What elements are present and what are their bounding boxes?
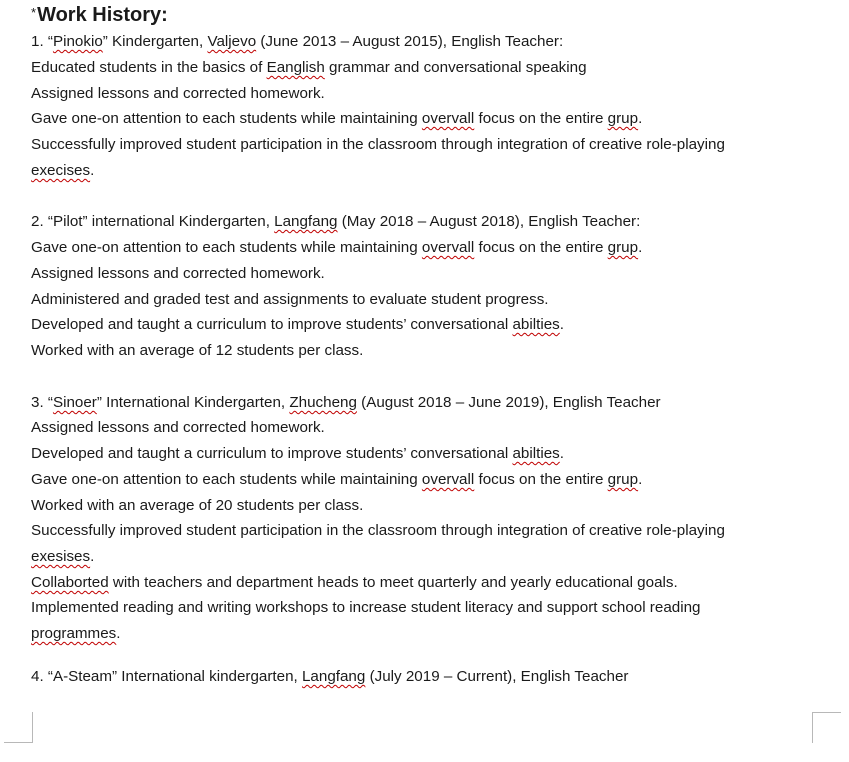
job2-title bbox=[31, 213, 640, 231]
misspelled-word: abilties bbox=[512, 316, 560, 333]
job4-title bbox=[31, 668, 628, 686]
job3-duty5: Successfully improved student participation in the classroom through integration of creative role-playing bbox=[31, 522, 725, 539]
text: . bbox=[90, 162, 95, 179]
job3-number: 3. “ bbox=[31, 394, 53, 411]
job1-duty3 bbox=[31, 110, 642, 128]
heading-title: Work History: bbox=[37, 4, 168, 26]
text: ” International Kindergarten, bbox=[96, 394, 290, 411]
text: . bbox=[90, 548, 95, 565]
job3-name: Sinoer bbox=[52, 394, 97, 411]
job3-duty1: Assigned lessons and corrected homework. bbox=[31, 419, 325, 436]
heading-asterisk: * bbox=[31, 5, 37, 20]
text: . bbox=[116, 625, 121, 642]
job1-title bbox=[31, 33, 563, 51]
job1-duty4-cont bbox=[31, 162, 94, 180]
job1-duty1 bbox=[31, 59, 587, 77]
text: . bbox=[638, 110, 643, 127]
job1-duty4: Successfully improved student participation in the classroom through integration of creative role-playing bbox=[31, 136, 725, 153]
job4-details: (July 2019 – Current), English Teacher bbox=[365, 668, 629, 685]
page-corner-mark-left bbox=[4, 712, 33, 743]
text: Developed and taught a curriculum to improve students’ conversational bbox=[31, 316, 513, 333]
text: 2. “Pilot” international Kindergarten, bbox=[31, 213, 275, 230]
job3-details: (August 2018 – June 2019), English Teacher bbox=[356, 394, 661, 411]
job1-details: (June 2013 – August 2015), English Teacher: bbox=[256, 33, 564, 50]
misspelled-word: programmes bbox=[31, 625, 117, 642]
job3-duty2 bbox=[31, 445, 564, 463]
job3-duty5-cont bbox=[31, 548, 94, 566]
job1-duty2: Assigned lessons and corrected homework. bbox=[31, 85, 325, 102]
text: focus on the entire bbox=[474, 110, 608, 127]
misspelled-word: grup bbox=[607, 239, 639, 256]
text: grammar and conversational speaking bbox=[324, 59, 587, 76]
misspelled-word: Eanglish bbox=[266, 59, 325, 76]
text: 4. “A-Steam” International kindergarten, bbox=[31, 668, 302, 685]
job2-city: Langfang bbox=[274, 213, 338, 230]
text: Gave one-on attention to each students while maintaining bbox=[31, 471, 422, 488]
misspelled-word: overvall bbox=[421, 471, 475, 488]
job2-duty1 bbox=[31, 239, 642, 257]
text: Gave one-on attention to each students while maintaining bbox=[31, 239, 422, 256]
work-history-heading bbox=[31, 2, 168, 26]
job1-after-name: ” Kindergarten, bbox=[102, 33, 208, 50]
job2-duty4 bbox=[31, 316, 564, 334]
misspelled-word: overvall bbox=[421, 110, 475, 127]
text: focus on the entire bbox=[474, 471, 608, 488]
job3-duty7-cont bbox=[31, 625, 120, 643]
misspelled-word: exesises bbox=[31, 548, 91, 565]
job1-city: Valjevo bbox=[207, 33, 257, 50]
text: Educated students in the basics of bbox=[31, 59, 267, 76]
text: . bbox=[559, 445, 564, 462]
misspelled-word: overvall bbox=[421, 239, 475, 256]
text: . bbox=[638, 471, 643, 488]
job2-duty2: Assigned lessons and corrected homework. bbox=[31, 265, 325, 282]
job2-duty5: Worked with an average of 12 students per class. bbox=[31, 342, 364, 359]
text: . bbox=[559, 316, 564, 333]
job2-duty3: Administered and graded test and assignments to evaluate student progress. bbox=[31, 291, 549, 308]
job3-duty4: Worked with an average of 20 students per class. bbox=[31, 497, 364, 514]
misspelled-word: Collaborted bbox=[31, 574, 109, 591]
misspelled-word: grup bbox=[607, 471, 639, 488]
text: with teachers and department heads to meet quarterly and yearly educational goals. bbox=[108, 574, 678, 591]
job3-duty7: Implemented reading and writing workshops to increase student literacy and support school reading bbox=[31, 599, 701, 616]
job4-city: Langfang bbox=[301, 668, 366, 685]
job1-number: 1. “ bbox=[31, 33, 53, 50]
page-corner-mark-right bbox=[812, 712, 841, 743]
text: focus on the entire bbox=[474, 239, 608, 256]
misspelled-word: grup bbox=[607, 110, 639, 127]
job3-duty3 bbox=[31, 471, 642, 489]
job2-details: (May 2018 – August 2018), English Teacher: bbox=[337, 213, 641, 230]
misspelled-word: abilties bbox=[512, 445, 560, 462]
job3-city: Zhucheng bbox=[289, 394, 357, 411]
text: Developed and taught a curriculum to improve students’ conversational bbox=[31, 445, 513, 462]
misspelled-word: execises bbox=[31, 162, 91, 179]
text: . bbox=[638, 239, 643, 256]
text: Gave one-on attention to each students while maintaining bbox=[31, 110, 422, 127]
job1-name: Pinokio bbox=[52, 33, 103, 50]
job3-title bbox=[31, 394, 661, 412]
job3-duty6 bbox=[31, 574, 678, 592]
